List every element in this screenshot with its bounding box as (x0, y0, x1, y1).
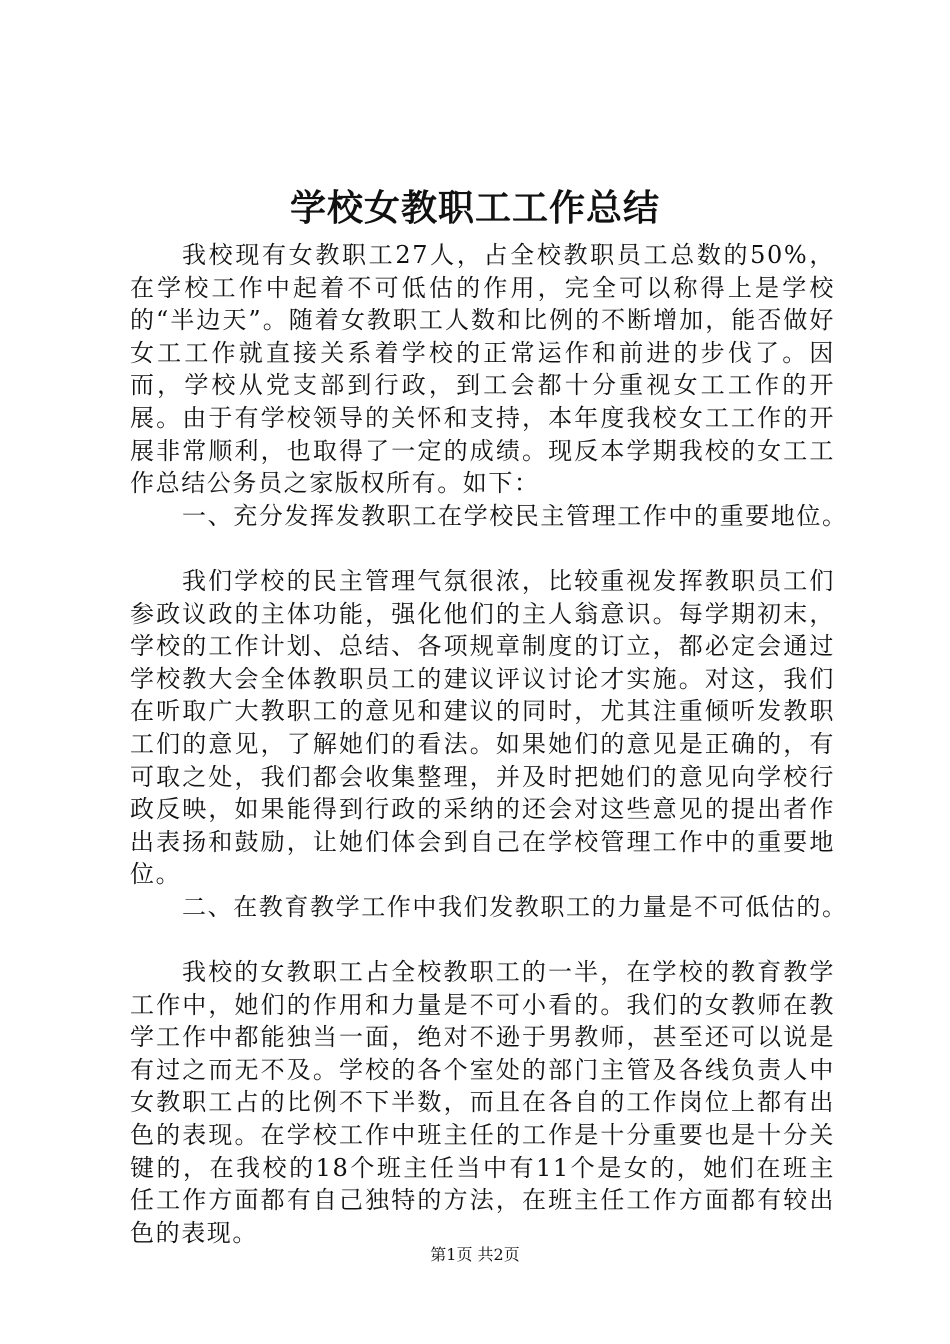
section-heading-2: 二、在教育教学工作中我们发教职工的力量是不可低估的。 (182, 892, 848, 921)
paragraph-section-2: 我校的女教职工占全校教职工的一半，在学校的教育教学工作中，她们的作用和力量是不可小看的。我们的女教师在教学工作中都能独当一面，绝对不逊于男教师，甚至还可以说是有过之而无不及。学校的各个室处的部门主管及各线负责人中女教职工占的比例不下半数，而且在各自的工作岗位上都有出色的表现。在学校工作中班主任的工作是十分重要也是十分关键的，在我校的18个班主任当中有11个是女的，她们在班主任工作方面都有自己独特的方法，在班主任工作方面都有较出色的表现。 (130, 958, 835, 1247)
document-title: 学校女教职工工作总结 (289, 187, 660, 229)
paragraph-intro: 我校现有女教职工27人，占全校教职员工总数的50%，在学校工作中起着不可低估的作用，完全可以称得上是学校的“半边天”。随着女教职工人数和比例的不断增加，能否做好女工工作就直接关系着学校的正常运作和前进的步伐了。因而，学校从党支部到行政，到工会都十分重视女工工作的开展。由于有学校领导的关怀和支持，本年度我校女工工作的开展非常顺利，也取得了一定的成绩。现反本学期我校的女工工作总结公务员之家版权所有。如下： (130, 241, 835, 498)
paragraph-section-1: 我们学校的民主管理气氛很浓，比较重视发挥教职员工们参政议政的主体功能，强化他们的主人翁意识。每学期初末，学校的工作计划、总结、各项规章制度的订立，都必定会通过学校教大会全体教职员工的建议评议讨论才实施。对这，我们在听取广大教职工的意见和建议的同时，尤其注重倾听发教职工们的意见，了解她们的看法。如果她们的意见是正确的，有可取之处，我们都会收集整理，并及时把她们的意见向学校行政反映，如果能得到行政的采纳的还会对这些意见的提出者作出表扬和鼓励，让她们体会到自己在学校管理工作中的重要地位。 (130, 566, 835, 889)
document-body (130, 239, 848, 1249)
section-heading-1: 一、充分发挥发教职工在学校民主管理工作中的重要地位。 (182, 501, 848, 530)
blank-line (130, 923, 835, 956)
page-number-footer: 第1页 共2页 (430, 1245, 520, 1264)
blank-line (130, 532, 835, 565)
